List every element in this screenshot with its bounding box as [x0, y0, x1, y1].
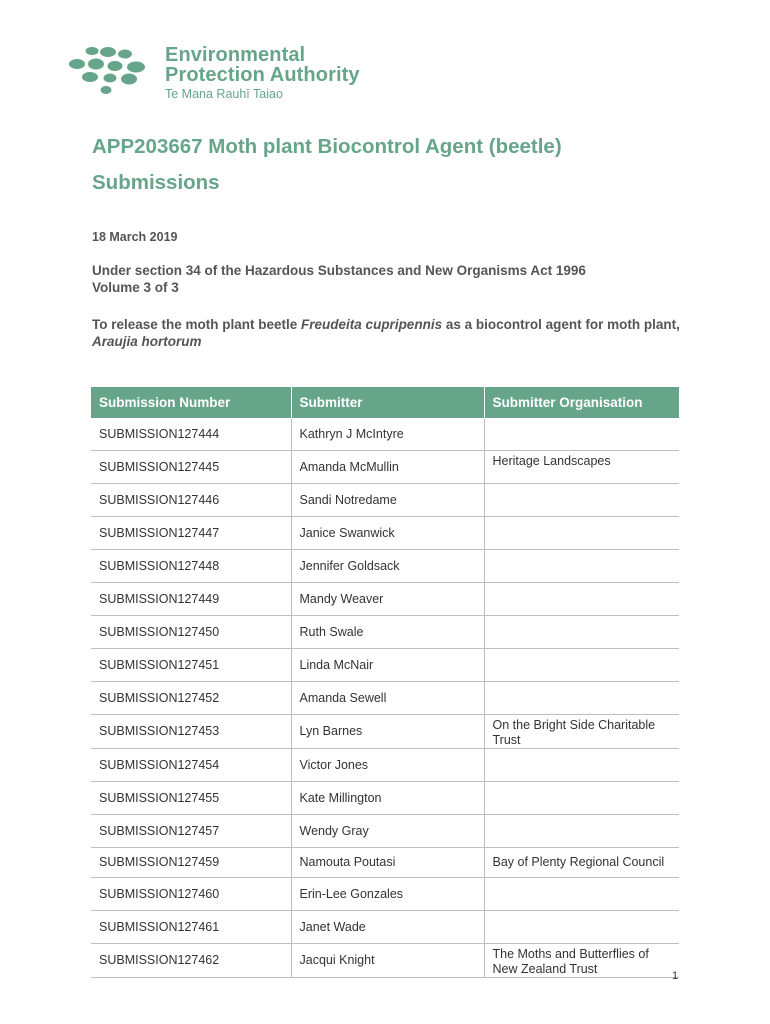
organisation-cell — [484, 484, 679, 517]
table-row — [91, 550, 679, 583]
submitter-cell: Victor Jones — [291, 749, 484, 782]
table-row — [91, 749, 679, 782]
submitter-cell: Lyn Barnes — [291, 715, 484, 749]
table-row — [91, 484, 679, 517]
submission-number-cell: SUBMISSION127449 — [91, 583, 291, 616]
organisation-cell — [484, 749, 679, 782]
act-line: Under section 34 of the Hazardous Substances and New Organisms Act 1996 — [92, 263, 586, 278]
organisation-cell — [484, 616, 679, 649]
logo-line-1: Environmental — [165, 44, 306, 66]
table-row — [91, 815, 679, 848]
organisation-cell — [484, 418, 679, 451]
document-subtitle: Submissions — [92, 171, 220, 194]
table-row — [91, 911, 679, 944]
page-number: 1 — [672, 970, 679, 982]
epa-brand-text — [165, 45, 360, 102]
submission-number-cell: SUBMISSION127444 — [91, 418, 291, 451]
submission-number-cell: SUBMISSION127451 — [91, 649, 291, 682]
document-date: 18 March 2019 — [92, 230, 178, 244]
submission-number-cell: SUBMISSION127453 — [91, 715, 291, 749]
organisation-cell — [484, 815, 679, 848]
submitter-cell: Janet Wade — [291, 911, 484, 944]
volume-line: Volume 3 of 3 — [92, 280, 179, 295]
table-row — [91, 649, 679, 682]
logo-line-3: Te Mana Rauhī Taiao — [165, 87, 283, 101]
table-row — [91, 517, 679, 550]
table-row — [91, 583, 679, 616]
submission-number-cell: SUBMISSION127445 — [91, 451, 291, 484]
submitter-cell: Kathryn J McIntyre — [291, 418, 484, 451]
submission-number-cell: SUBMISSION127454 — [91, 749, 291, 782]
organisation-cell — [484, 911, 679, 944]
submitter-cell: Jennifer Goldsack — [291, 550, 484, 583]
organisation-cell — [484, 550, 679, 583]
submitter-cell: Erin-Lee Gonzales — [291, 878, 484, 911]
plant-species-name: Araujia hortorum — [92, 334, 202, 349]
table-row — [91, 848, 679, 878]
submission-number-cell: SUBMISSION127462 — [91, 944, 291, 978]
organisation-cell — [484, 878, 679, 911]
legislation-reference — [92, 262, 692, 296]
submitter-cell: Sandi Notredame — [291, 484, 484, 517]
submission-number-cell: SUBMISSION127447 — [91, 517, 291, 550]
table-row — [91, 944, 679, 978]
logo-line-2: Protection Authority — [165, 64, 360, 86]
table-row — [91, 682, 679, 715]
header-submitter: Submitter — [291, 387, 484, 418]
organisation-cell — [484, 583, 679, 616]
organisation-cell — [484, 649, 679, 682]
epa-logo-mark-icon — [68, 42, 154, 98]
table-row — [91, 715, 679, 749]
purpose-statement — [92, 316, 692, 350]
submitter-cell: Wendy Gray — [291, 815, 484, 848]
organisation-cell: Heritage Landscapes — [484, 451, 679, 484]
submitter-cell: Janice Swanwick — [291, 517, 484, 550]
submissions-table — [91, 387, 679, 978]
table-row — [91, 616, 679, 649]
submitter-cell: Namouta Poutasi — [291, 848, 484, 878]
submitter-cell: Linda McNair — [291, 649, 484, 682]
submission-number-cell: SUBMISSION127446 — [91, 484, 291, 517]
submission-number-cell: SUBMISSION127448 — [91, 550, 291, 583]
beetle-species-name: Freudeita cupripennis — [301, 317, 443, 332]
submitter-cell: Mandy Weaver — [291, 583, 484, 616]
table-row — [91, 451, 679, 484]
table-row — [91, 418, 679, 451]
submitter-cell: Amanda McMullin — [291, 451, 484, 484]
submitter-cell: Kate Millington — [291, 782, 484, 815]
organisation-cell — [484, 517, 679, 550]
submission-number-cell: SUBMISSION127452 — [91, 682, 291, 715]
organisation-cell: The Moths and Butterflies of New Zealand Trust — [484, 944, 679, 978]
document-title: APP203667 Moth plant Biocontrol Agent (beetle) — [92, 135, 562, 158]
submitter-cell: Ruth Swale — [291, 616, 484, 649]
submission-number-cell: SUBMISSION127460 — [91, 878, 291, 911]
purpose-text-1: To release the moth plant beetle — [92, 317, 302, 332]
header-submission-number: Submission Number — [91, 387, 291, 418]
header-submitter-organisation: Submitter Organisation — [484, 387, 679, 418]
submitter-cell: Jacqui Knight — [291, 944, 484, 978]
table-row — [91, 782, 679, 815]
submission-number-cell: SUBMISSION127459 — [91, 848, 291, 878]
table-header-row — [91, 387, 679, 418]
epa-logo — [68, 42, 388, 102]
organisation-cell: On the Bright Side Charitable Trust — [484, 715, 679, 749]
submitter-cell: Amanda Sewell — [291, 682, 484, 715]
submission-number-cell: SUBMISSION127457 — [91, 815, 291, 848]
submission-number-cell: SUBMISSION127461 — [91, 911, 291, 944]
purpose-text-2: as a biocontrol agent for moth plant, — [442, 317, 680, 332]
table-row — [91, 878, 679, 911]
organisation-cell: Bay of Plenty Regional Council — [484, 848, 679, 878]
submission-number-cell: SUBMISSION127450 — [91, 616, 291, 649]
organisation-cell — [484, 682, 679, 715]
submission-number-cell: SUBMISSION127455 — [91, 782, 291, 815]
organisation-cell — [484, 782, 679, 815]
